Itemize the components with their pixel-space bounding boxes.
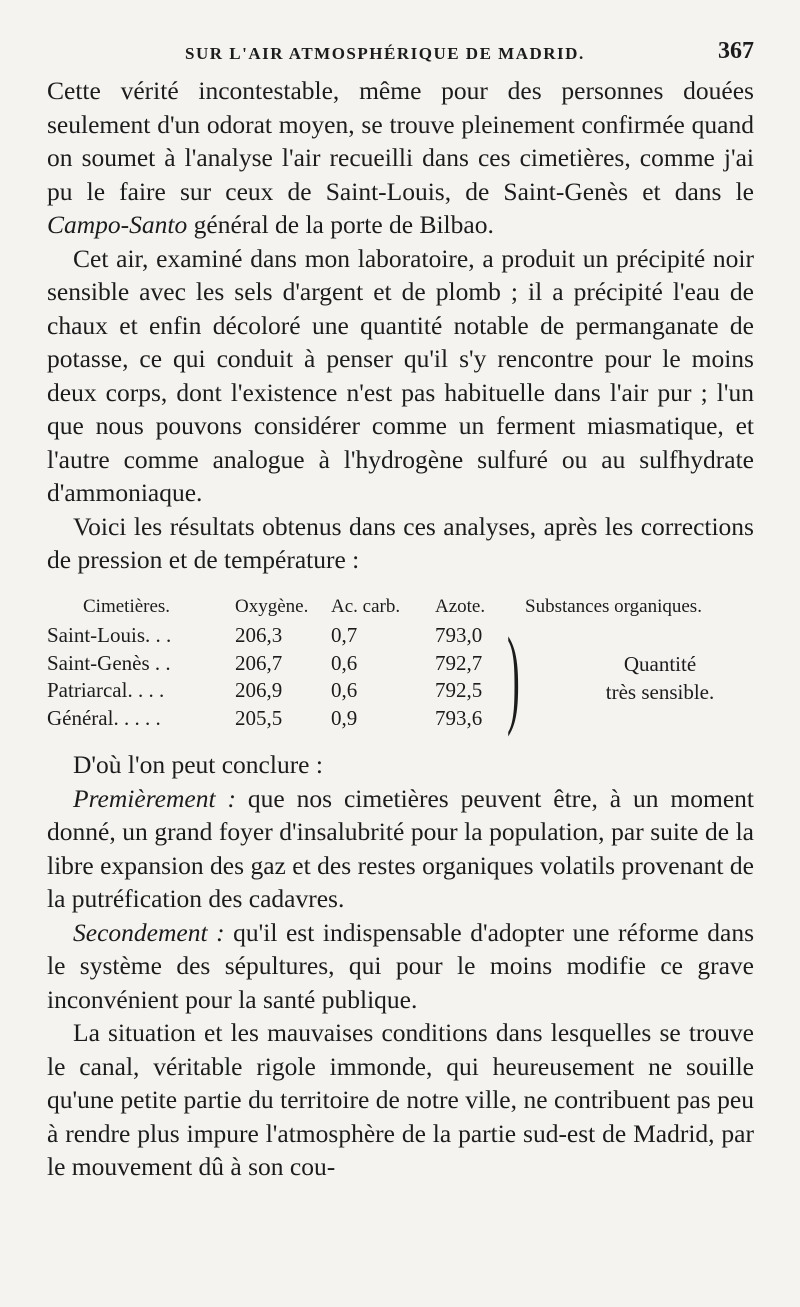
analysis-table	[47, 593, 754, 737]
header-substances: Substances organiques.	[525, 595, 702, 617]
row-name: Saint-Genès . .	[47, 650, 171, 675]
row-azote: 792,7	[435, 650, 483, 675]
curly-brace: )	[507, 615, 520, 737]
row-carbonic: 0,6	[331, 678, 358, 702]
row-oxygen: 206,7	[235, 650, 283, 675]
row-azote: 793,6	[435, 705, 483, 730]
table-header	[47, 593, 754, 621]
paragraph-5-post: que nos cimetières peuvent être, à un moment donné, un grand foyer d'insalubrité pour la population, par suite de la libre expansion des gaz et des restes organiques volatils provenant de la putréfication des cadavres.	[47, 783, 755, 913]
substances-note-line-2: très sensible.	[605, 680, 715, 704]
paragraph-3: Voici les résultats obtenus dans ces analyses, après les corrections de pression et de température :	[47, 511, 754, 574]
header-azote: Azote.	[435, 595, 486, 617]
page-number: 367	[718, 38, 754, 64]
paragraph-1-italic: Campo-Santo	[47, 210, 188, 239]
row-carbonic: 0,6	[331, 650, 358, 675]
header-oxygen: Oxygène.	[235, 595, 309, 617]
substances-note-line-1: Quantité	[623, 652, 697, 676]
row-name: Général. . . . .	[47, 705, 161, 730]
row-carbonic: 0,7	[331, 623, 358, 647]
table-body	[47, 615, 754, 737]
paragraph-2: Cet air, examiné dans mon laboratoire, a produit un précipité noir sensible avec les sels d'argent et de plomb ; il a précipité l'eau de chaux et enfin décoloré une quantité notable de permanganate de potasse, ce qui conduit à penser qu'il s'y rencontre pour le moins deux corps, dont l'existence n'est pas habituelle dans l'air pur ; l'un que nous pouvons considérer comme un ferment miasmatique, et l'autre comme analogue à l'hydrogène sulfuré ou au sulfhydrate d'ammoniaque.	[47, 243, 754, 507]
paragraph-7: La situation et les mauvaises conditions dans lesquelles se trouve le canal, véritable rigole immonde, qui heureusement ne souille qu'une petite partie du territoire de notre ville, ne contribuent pas peu à rendre plus impure l'atmosphère de la partie sud-est de Madrid, par le mouvement dû à son cou-	[47, 1018, 754, 1181]
running-title: SUR L'AIR ATMOSPHÉRIQUE DE MADRID.	[185, 44, 585, 63]
paragraph-1	[47, 74, 754, 242]
paragraph-5	[47, 782, 754, 916]
substances-note	[595, 650, 725, 706]
paragraph-4: D'où l'on peut conclure :	[73, 750, 323, 779]
paragraph-1-post: général de la porte de Bilbao.	[187, 210, 494, 239]
row-azote: 792,5	[435, 678, 483, 702]
table-row	[47, 622, 754, 650]
paragraph-5-italic: Premièrement :	[73, 783, 236, 813]
row-name: Patriarcal. . . .	[47, 678, 165, 702]
row-carbonic: 0,9	[331, 705, 358, 730]
row-name: Saint-Louis. . .	[47, 623, 172, 647]
paragraph-1-pre: Cette vérité incontestable, même pour des personnes douées seulement d'un odorat moyen, se trouve pleinement confirmée quand on soumet à l'analyse l'air recueilli dans ces cimetières, comme j'ai pu le faire sur ceux de Saint-Louis, de Saint-Genès et dans le	[47, 76, 754, 206]
row-azote: 793,0	[435, 623, 483, 647]
header-carbonic: Ac. carb.	[331, 595, 401, 617]
row-oxygen: 206,3	[235, 623, 283, 647]
paragraph-6-post: qu'il est indispensable d'adopter une réforme dans le système des sépultures, qui pour le moins modifie ce grave inconvénient pour la santé publique.	[47, 917, 755, 1014]
paragraph-6-italic: Secondement :	[73, 917, 225, 947]
page-header	[47, 34, 754, 74]
paragraph-6	[47, 916, 754, 1017]
header-cemeteries: Cimetières.	[83, 595, 171, 617]
row-oxygen: 205,5	[235, 705, 283, 730]
body-text	[47, 74, 754, 1184]
row-oxygen: 206,9	[235, 678, 283, 702]
table-row	[47, 705, 754, 733]
